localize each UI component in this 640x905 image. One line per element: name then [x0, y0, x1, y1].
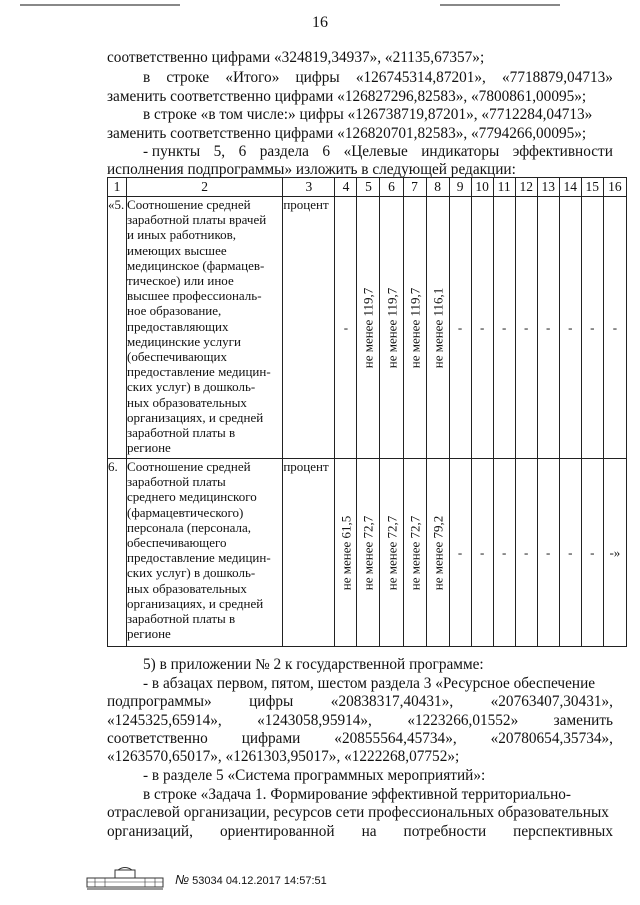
- desc-line: предоставляющих: [127, 318, 229, 334]
- desc-line: медицинское (фармацев-: [127, 257, 265, 273]
- paragraph-line-8: 5) в приложении № 2 к государственной программе:: [143, 656, 484, 673]
- value-cell: -: [335, 197, 357, 459]
- header-cell: 12: [515, 178, 537, 197]
- table-row: [108, 459, 627, 647]
- desc-line: медицинские услуги: [127, 333, 241, 349]
- paragraph-line-11: [107, 712, 613, 730]
- desc-line: заработной платы в: [127, 611, 236, 627]
- paragraph-line-2: [143, 69, 613, 87]
- desc-line: имеющих высшее: [127, 242, 227, 258]
- word: строке: [166, 69, 210, 86]
- value-cell: -: [471, 197, 493, 459]
- desc-line: организациях, и средней: [127, 409, 264, 425]
- building-icon: [85, 866, 165, 892]
- header-cell: 4: [335, 178, 357, 197]
- word: потребности: [403, 823, 487, 840]
- desc-line: ное образование,: [127, 303, 222, 319]
- header-cell: 16: [603, 178, 626, 197]
- desc-line: и иных работников,: [127, 227, 236, 243]
- word: заменить: [553, 712, 613, 729]
- desc-line: персонала (персонала,: [127, 519, 252, 535]
- paragraph-line-13: «1263570,65017», «1261303,95017», «1222268,07752»;: [107, 748, 460, 765]
- desc-line: заработной платы врачей: [127, 212, 267, 228]
- value-cell: -: [449, 459, 471, 647]
- paragraph-line-5: заменить соответственно цифрами «126820701,82583», «7794266,00095»;: [107, 125, 587, 142]
- paragraph-line-10: [107, 693, 613, 711]
- word: перспективных: [513, 823, 613, 840]
- desc-line: Соотношение средней: [127, 197, 251, 212]
- word: «1223266,01552»: [407, 712, 519, 729]
- header-cell: 11: [493, 178, 515, 197]
- value-cell: [426, 459, 449, 647]
- word: ориентированной: [219, 823, 335, 840]
- desc-line: тическое) или иное: [127, 273, 234, 289]
- paragraph-line-7: исполнения подпрограммы» изложить в следующей редакции:: [107, 161, 516, 178]
- value-cell: -: [581, 459, 603, 647]
- unit-cell: процент: [283, 459, 335, 647]
- desc-line: предоставление медицин-: [127, 550, 271, 566]
- word: - пункты: [143, 143, 201, 160]
- word: «1243058,95914»,: [257, 712, 372, 729]
- table-header-row: [108, 178, 627, 197]
- desc-line: ских услуг) в дошколь-: [127, 379, 256, 395]
- value-cell: -: [515, 197, 537, 459]
- desc-line: (фармацевтического): [127, 504, 244, 520]
- unit-cell: процент: [283, 197, 335, 459]
- word: «20780654,35734»,: [490, 730, 613, 747]
- word: подпрограммы»: [107, 693, 212, 710]
- paragraph-line-4: в строке «в том числе:» цифры «126738719,87201», «7712284,04713»: [143, 106, 593, 123]
- desc-line: ских услуг) в дошколь-: [127, 565, 256, 581]
- desc-line: регионе: [127, 626, 171, 642]
- value-text: не менее 72,7: [360, 515, 376, 590]
- desc-line: заработной платы: [127, 474, 226, 490]
- header-cell: 2: [127, 178, 283, 197]
- word: в: [143, 69, 151, 86]
- value-cell: [357, 459, 380, 647]
- desc-line: организациях, и средней: [127, 595, 264, 611]
- header-cell: 3: [283, 178, 335, 197]
- word: «20855564,45734»,: [334, 730, 457, 747]
- value-cell: -: [581, 197, 603, 459]
- doc-number: 53034: [192, 874, 223, 887]
- paragraph-line-15: в строке «Задача 1. Формирование эффективной территориально-: [143, 786, 571, 803]
- desc-line: ных образовательных: [127, 394, 247, 410]
- header-cell: 6: [380, 178, 403, 197]
- desc-line: обеспечивающего: [127, 535, 227, 551]
- table-row: [108, 197, 627, 459]
- doc-datetime: 04.12.2017 14:57:51: [225, 874, 327, 887]
- word: на: [361, 823, 377, 840]
- value-cell: [380, 197, 403, 459]
- paragraph-line-9: - в абзацах первом, пятом, шестом раздела 3 «Ресурсное обеспечение: [143, 675, 596, 692]
- value-text: не менее 119,7: [406, 287, 422, 368]
- word: цифры: [295, 69, 340, 86]
- value-cell: -: [471, 459, 493, 647]
- document-footer: [85, 866, 327, 892]
- desc-line: среднего медицинского: [127, 489, 257, 505]
- indicator-description: [127, 459, 283, 647]
- header-cell: 7: [403, 178, 426, 197]
- value-cell: [403, 459, 426, 647]
- header-cell: 8: [426, 178, 449, 197]
- paragraph-line-3: заменить соответственно цифрами «126827296,82583», «7800861,00095»;: [107, 88, 587, 105]
- value-cell: -: [537, 197, 559, 459]
- word: 6: [322, 143, 331, 160]
- header-cell: 13: [537, 178, 559, 197]
- value-cell: -: [449, 197, 471, 459]
- paragraph-line-6: [143, 143, 613, 161]
- value-cell: -: [537, 459, 559, 647]
- value-cell: -: [559, 197, 581, 459]
- paragraph-line-16: отраслевой организации, ресурсов сети профессиональных образовательных: [107, 804, 609, 821]
- value-text: не менее 72,7: [383, 515, 399, 590]
- value-cell: -: [515, 459, 537, 647]
- value-cell: -: [493, 197, 515, 459]
- header-cell: 1: [108, 178, 127, 197]
- row-number: 6.: [108, 459, 127, 647]
- desc-line: заработной платы в: [127, 425, 236, 441]
- value-text: не менее 119,7: [383, 287, 399, 368]
- word: 6: [238, 143, 247, 160]
- desc-line: (обеспечивающих: [127, 349, 227, 365]
- word: индикаторы: [421, 143, 500, 160]
- header-cell: 15: [581, 178, 603, 197]
- value-cell: -: [493, 459, 515, 647]
- value-cell: [426, 197, 449, 459]
- word: раздела: [259, 143, 309, 160]
- value-cell: [357, 197, 380, 459]
- header-cell: 9: [449, 178, 471, 197]
- value-cell: [335, 459, 357, 647]
- word: эффективности: [512, 143, 613, 160]
- page-number: 16: [312, 14, 328, 31]
- value-cell: [380, 459, 403, 647]
- header-cell: 10: [471, 178, 493, 197]
- paragraph-line-17: [107, 823, 613, 841]
- value-text: не менее 79,2: [429, 515, 445, 590]
- value-text: не менее 61,5: [338, 515, 354, 590]
- desc-line: ных образовательных: [127, 580, 247, 596]
- value-text: не менее 116,1: [429, 287, 445, 368]
- paragraph-line-12: [107, 730, 613, 748]
- word: «20838317,40431»,: [330, 693, 454, 710]
- word: 5,: [213, 143, 226, 160]
- desc-line: регионе: [127, 440, 171, 456]
- row-number: «5.: [108, 197, 127, 459]
- value-cell: -: [559, 459, 581, 647]
- word: организаций,: [107, 823, 193, 840]
- value-text: не менее 72,7: [406, 515, 422, 590]
- top-scan-edge: [20, 4, 180, 6]
- word: «126745314,87201»,: [355, 69, 486, 86]
- top-scan-edge-right: [440, 4, 560, 6]
- word: «Итого»: [225, 69, 280, 86]
- paragraph-line-1: соответственно цифрами «324819,34937», «21135,67357»;: [107, 49, 485, 66]
- word: цифры: [249, 693, 294, 710]
- value-cell: -»: [603, 459, 626, 647]
- word: соответственно: [107, 730, 208, 747]
- paragraph-line-14: - в разделе 5 «Система программных мероприятий»:: [143, 767, 486, 784]
- registry-logo: [85, 866, 165, 892]
- desc-line: высшее профессиональ-: [127, 288, 262, 304]
- number-sign: №: [175, 871, 190, 887]
- word: «7718879,04713»: [502, 69, 613, 86]
- word: «Целевые: [343, 143, 408, 160]
- word: цифрами: [241, 730, 301, 747]
- desc-line: предоставление медицин-: [127, 364, 271, 380]
- indicator-description: [127, 197, 283, 459]
- value-text: не менее 119,7: [360, 287, 376, 368]
- document-stamp: [175, 872, 327, 887]
- indicators-table: [107, 177, 627, 647]
- header-cell: 5: [357, 178, 380, 197]
- desc-line: Соотношение средней: [127, 459, 251, 474]
- value-cell: [403, 197, 426, 459]
- header-cell: 14: [559, 178, 581, 197]
- value-cell: -: [603, 197, 626, 459]
- word: «1245325,65914»,: [107, 712, 222, 729]
- word: «20763407,30431»,: [490, 693, 613, 710]
